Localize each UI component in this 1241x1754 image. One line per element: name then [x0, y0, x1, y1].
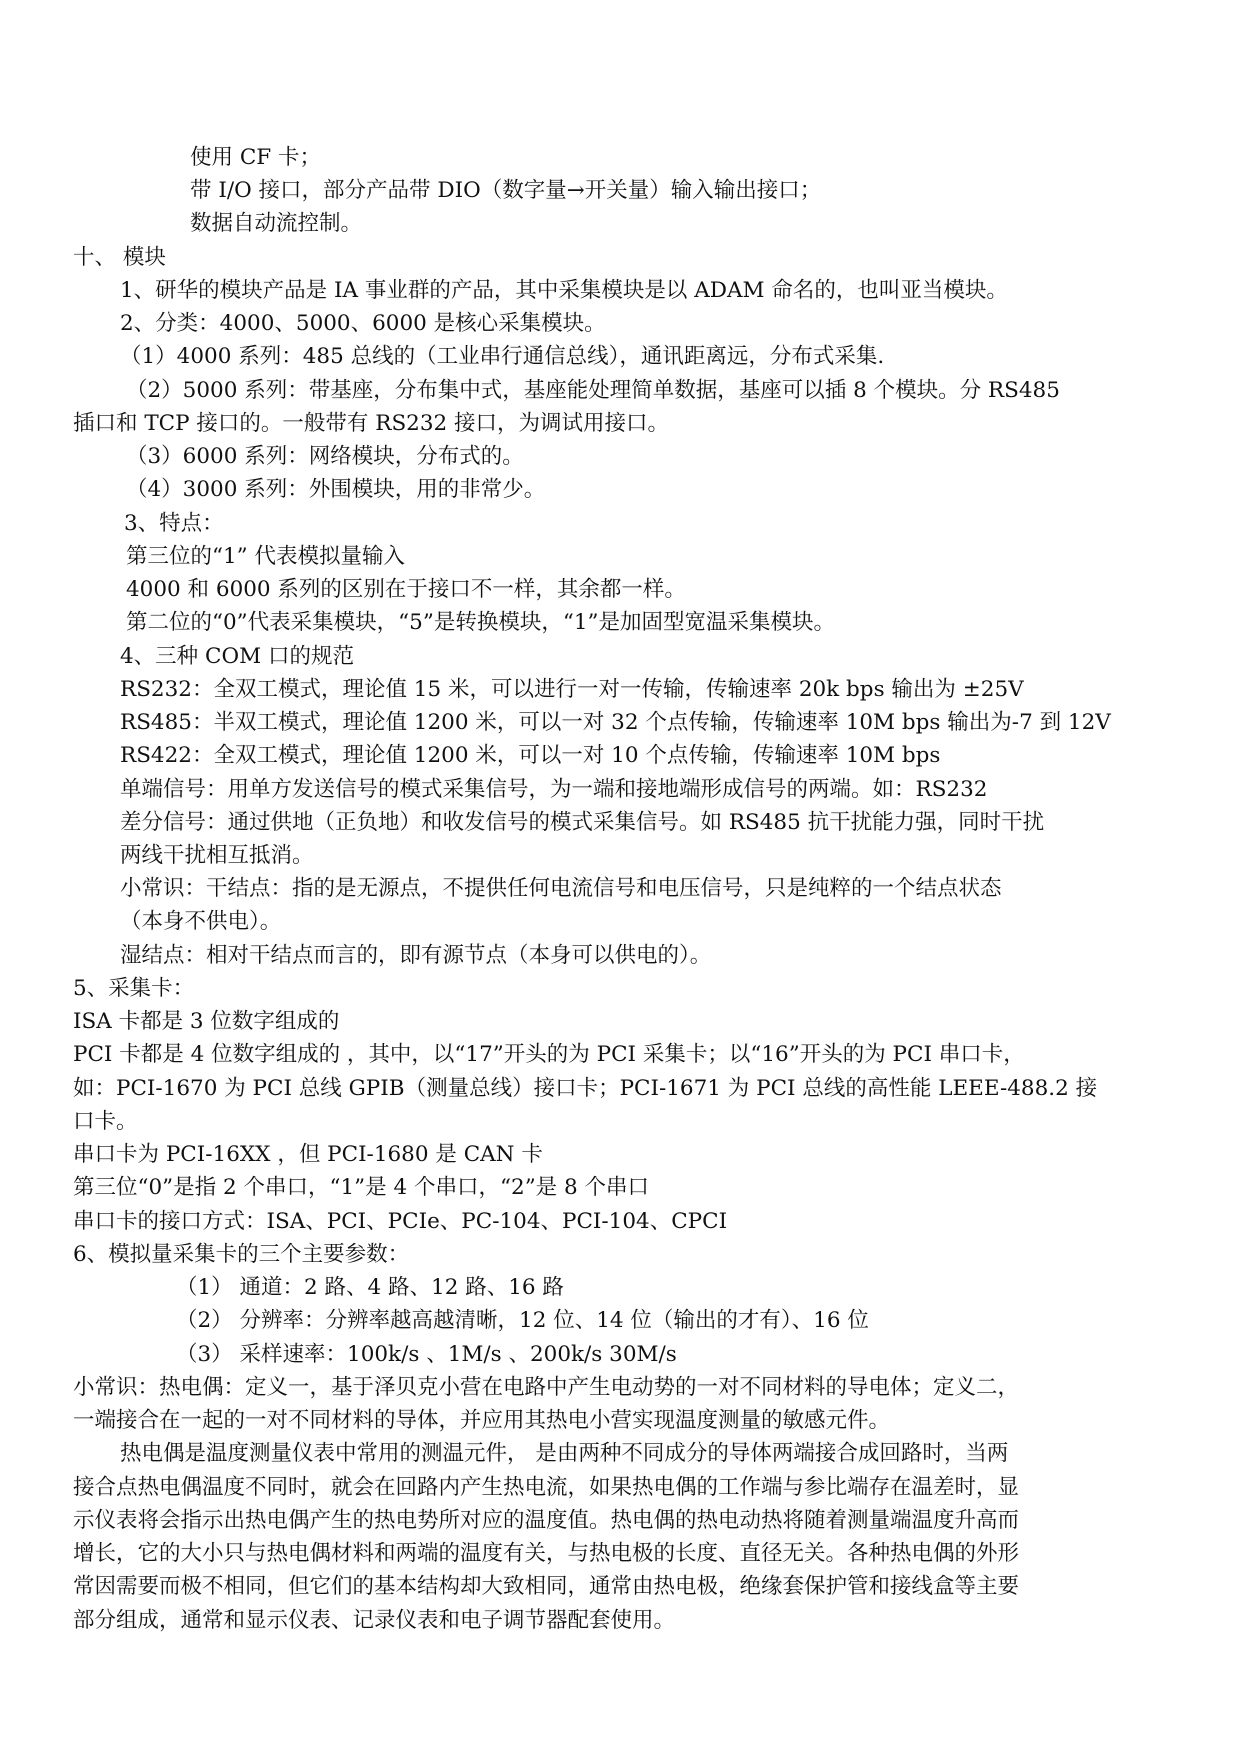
text-line: 4、三种 COM 口的规范 — [120, 644, 354, 669]
text-line: 1、研华的模块产品是 IA 事业群的产品，其中采集模块是以 ADAM 命名的，也叫亚当模块。 — [120, 278, 1008, 303]
text-line: 湿结点：相对干结点而言的，即有源节点（本身可以供电的）。 — [120, 943, 712, 968]
text-line: 示仪表将会指示出热电偶产生的热电势所对应的温度值。热电偶的热电动热将随着测量端温度升高而 — [73, 1508, 1020, 1533]
text-line: PCI 卡都是 4 位数字组成的 ，其中，以“17”开头的为 PCI 采集卡；以“16”开头的为 PCI 串口卡， — [73, 1042, 1025, 1067]
text-line: 数据自动流控制。 — [190, 211, 363, 236]
text-line: 5、采集卡： — [73, 976, 195, 1001]
text-line: 小常识：热电偶：定义一，基于泽贝克小营在电路中产生电动势的一对不同材料的导电体；定义二， — [73, 1375, 1020, 1400]
list-item: （2） 分辨率：分辨率越高越清晰，12 位、14 位（输出的才有）、16 位 — [176, 1308, 869, 1333]
text-line: RS422：全双工模式，理论值 1200 米，可以一对 10 个点传输，传输速率 10M bps — [120, 743, 941, 768]
text-line: 热电偶是温度测量仪表中常用的测温元件， 是由两种不同成分的导体两端接合成回路时，当两 — [120, 1441, 1009, 1466]
text-line: 接合点热电偶温度不同时，就会在回路内产生热电流，如果热电偶的工作端与参比端存在温差时，显 — [73, 1475, 1020, 1500]
text-line: 常因需要而极不相同，但它们的基本结构却大致相同，通常由热电极，绝缘套保护管和接线盒等主要 — [73, 1574, 1020, 1599]
text-line: 差分信号：通过供地（正负地）和收发信号的模式采集信号。如 RS485 抗干扰能力强，同时干扰 — [120, 810, 1045, 835]
text-line: 第二位的“0”代表采集模块，“5”是转换模块，“1”是加固型宽温采集模块。 — [126, 610, 835, 635]
text-line: 带 I/O 接口，部分产品带 DIO（数字量→开关量）输入输出接口； — [190, 178, 822, 203]
text-line: 2、分类：4000、5000、6000 是核心采集模块。 — [120, 311, 606, 336]
text-line: RS485：半双工模式，理论值 1200 米，可以一对 32 个点传输，传输速率 10M bps 输出为-7 到 12V — [120, 710, 1111, 735]
text-line: 两线干扰相互抵消。 — [120, 843, 314, 868]
text-line: （1）4000 系列：485 总线的（工业串行通信总线），通讯距离远，分布式采集. — [120, 344, 885, 369]
text-line: 如：PCI-1670 为 PCI 总线 GPIB（测量总线）接口卡；PCI-1671 为 PCI 总线的高性能 LEEE-488.2 接 — [73, 1076, 1098, 1101]
text-line: （2）5000 系列：带基座，分布集中式，基座能处理简单数据，基座可以插 8 个模块。分 RS485 — [126, 378, 1060, 403]
text-line: RS232：全双工模式，理论值 15 米，可以进行一对一传输，传输速率 20k bps 输出为 ±25V — [120, 677, 1024, 702]
list-item: （3） 采样速率：100k/s 、1M/s 、200k/s 30M/s — [176, 1342, 677, 1367]
list-item: （1） 通道：2 路、4 路、12 路、16 路 — [176, 1275, 564, 1300]
text-line: 串口卡为 PCI-16XX ，但 PCI-1680 是 CAN 卡 — [73, 1142, 543, 1167]
text-line: 第三位“0”是指 2 个串口，“1”是 4 个串口，“2”是 8 个串口 — [73, 1175, 650, 1200]
text-line: （本身不供电）。 — [120, 909, 282, 934]
text-line: 第三位的“1” 代表模拟量输入 — [126, 544, 405, 569]
text-line: 单端信号：用单方发送信号的模式采集信号，为一端和接地端形成信号的两端。如：RS232 — [120, 777, 988, 802]
text-line: （4）3000 系列：外围模块，用的非常少。 — [126, 477, 546, 502]
text-line: 插口和 TCP 接口的。一般带有 RS232 接口，为调试用接口。 — [73, 411, 670, 436]
text-line: 3、特点： — [124, 511, 224, 536]
text-line: 4000 和 6000 系列的区别在于接口不一样，其余都一样。 — [126, 577, 686, 602]
text-line: 增长，它的大小只与热电偶材料和两端的温度有关，与热电极的长度、直径无关。各种热电偶的外形 — [73, 1541, 1020, 1566]
text-line: 部分组成，通常和显示仪表、记录仪表和电子调节器配套使用。 — [73, 1608, 676, 1633]
text-line: 口卡。 — [73, 1109, 138, 1134]
text-line: 使用 CF 卡； — [190, 145, 322, 170]
text-line: （3）6000 系列：网络模块，分布式的。 — [126, 444, 524, 469]
section-heading: 十、 模块 — [73, 245, 166, 270]
text-line: 6、模拟量采集卡的三个主要参数： — [73, 1242, 410, 1267]
text-line: 一端接合在一起的一对不同材料的导体，并应用其热电小营实现温度测量的敏感元件。 — [73, 1408, 891, 1433]
text-line: 小常识：干结点：指的是无源点，不提供任何电流信号和电压信号，只是纯粹的一个结点状态 — [120, 876, 1002, 901]
text-line: ISA 卡都是 3 位数字组成的 — [73, 1009, 340, 1034]
text-line: 串口卡的接口方式：ISA、PCI、PCIe、PC-104、PCI-104、CPCI — [73, 1209, 728, 1234]
